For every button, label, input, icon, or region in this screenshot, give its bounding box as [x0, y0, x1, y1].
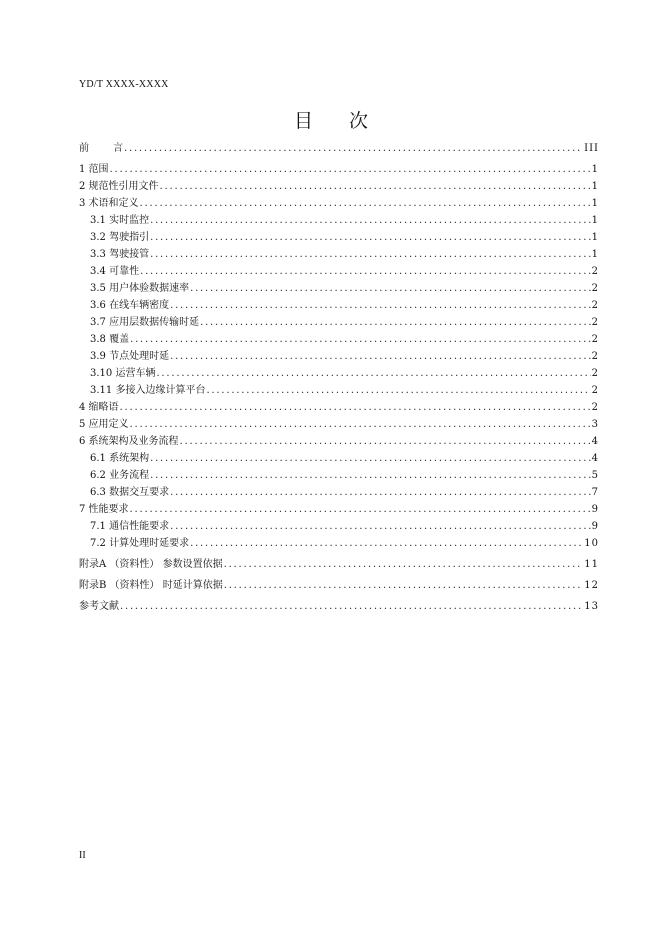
leader-dots — [150, 467, 591, 484]
toc-entry-3-10[interactable] — [79, 365, 599, 382]
document-code: YD/T XXXX-XXXX — [79, 79, 169, 90]
toc-entry-scope[interactable] — [79, 161, 599, 178]
toc-entry-label: 3.9 节点处理时延 — [90, 351, 170, 362]
leader-dots — [170, 518, 591, 535]
toc-entry-page: 2 — [591, 402, 599, 413]
toc-entry-label: 附录A （资料性） 参数设置依据 — [79, 559, 223, 570]
leader-dots — [120, 598, 583, 615]
leader-dots — [170, 297, 591, 314]
toc-entry-performance[interactable] — [79, 501, 599, 518]
toc-entry-3-3[interactable] — [79, 246, 599, 263]
toc-entry-label: 5 应用定义 — [79, 419, 129, 430]
toc-entry-3-5[interactable] — [79, 280, 599, 297]
leader-dots — [124, 140, 583, 157]
toc-entry-label: 6.1 系统架构 — [90, 453, 150, 464]
toc-entry-label: 4 缩略语 — [79, 402, 119, 413]
toc-entry-page: 2 — [591, 368, 599, 379]
toc-entry-3-9[interactable] — [79, 348, 599, 365]
toc-entry-system-architecture[interactable] — [79, 433, 599, 450]
leader-dots — [140, 263, 591, 280]
leader-dots — [110, 161, 591, 178]
leader-dots — [130, 501, 591, 518]
leader-dots — [150, 450, 591, 467]
leader-dots — [150, 229, 591, 246]
table-of-contents — [79, 140, 599, 615]
toc-entry-3-1[interactable] — [79, 212, 599, 229]
toc-entry-label: 7.2 计算处理时延要求 — [90, 538, 190, 549]
toc-entry-label: 3.11 多接入边缘计算平台 — [90, 385, 206, 396]
leader-dots — [190, 535, 583, 552]
toc-entry-terms[interactable] — [79, 195, 599, 212]
toc-entry-label: 3.8 覆盖 — [90, 334, 130, 345]
toc-entry-appendix-b[interactable] — [79, 577, 599, 594]
leader-dots — [130, 416, 591, 433]
leader-dots — [150, 212, 591, 229]
toc-entry-page: 1 — [591, 249, 599, 260]
toc-entry-label: 1 范围 — [79, 164, 109, 175]
toc-entry-appendix-a[interactable] — [79, 556, 599, 573]
toc-entry-page: 12 — [584, 580, 599, 591]
toc-entry-page: 1 — [591, 181, 599, 192]
toc-entry-3-7[interactable] — [79, 314, 599, 331]
toc-entry-page: 1 — [591, 198, 599, 209]
toc-entry-label: 6.3 数据交互要求 — [90, 487, 170, 498]
leader-dots — [120, 399, 591, 416]
toc-entry-6-1[interactable] — [79, 450, 599, 467]
toc-entry-page: 1 — [591, 215, 599, 226]
toc-entry-label: 6 系统架构及业务流程 — [79, 436, 179, 447]
leader-dots — [224, 577, 584, 594]
toc-entry-page: 4 — [591, 453, 599, 464]
toc-entry-label: 3.2 驾驶指引 — [90, 232, 150, 243]
toc-entry-7-1[interactable] — [79, 518, 599, 535]
leader-dots — [200, 314, 591, 331]
toc-title — [0, 106, 662, 133]
toc-title-right: 次 — [349, 110, 369, 132]
leader-dots — [190, 280, 591, 297]
toc-entry-page: 2 — [591, 351, 599, 362]
leader-dots — [150, 246, 591, 263]
toc-entry-7-2[interactable] — [79, 535, 599, 552]
toc-entry-label: 3.7 应用层数据传输时延 — [90, 317, 200, 328]
toc-entry-page: 2 — [591, 317, 599, 328]
toc-entry-abbreviations[interactable] — [79, 399, 599, 416]
toc-entry-foreword[interactable] — [79, 140, 599, 157]
toc-entry-page: III — [584, 143, 599, 154]
toc-entry-application-definition[interactable] — [79, 416, 599, 433]
toc-entry-label: 2 规范性引用文件 — [79, 181, 159, 192]
toc-entry-normative-references[interactable] — [79, 178, 599, 195]
toc-entry-label: 3.10 运营车辆 — [90, 368, 156, 379]
page-number: II — [79, 850, 86, 861]
toc-entry-label: 6.2 业务流程 — [90, 470, 150, 481]
toc-entry-page: 2 — [591, 385, 599, 396]
toc-entry-6-2[interactable] — [79, 467, 599, 484]
toc-entry-page: 5 — [591, 470, 599, 481]
toc-entry-3-6[interactable] — [79, 297, 599, 314]
toc-entry-label: 参考文献 — [79, 601, 119, 612]
leader-dots — [170, 484, 591, 501]
toc-title-left: 目 — [293, 110, 313, 132]
toc-entry-3-11[interactable] — [79, 382, 599, 399]
toc-entry-page: 7 — [591, 487, 599, 498]
toc-entry-label: 3.3 驾驶接管 — [90, 249, 150, 260]
toc-entry-label: 3.4 可靠性 — [90, 266, 140, 277]
leader-dots — [170, 348, 591, 365]
toc-entry-label: 3.6 在线车辆密度 — [90, 300, 170, 311]
toc-entry-page: 2 — [591, 334, 599, 345]
toc-entry-3-2[interactable] — [79, 229, 599, 246]
toc-entry-3-4[interactable] — [79, 263, 599, 280]
toc-entry-label: 3.1 实时监控 — [90, 215, 150, 226]
toc-entry-label: 附录B （资料性） 时延计算依据 — [79, 580, 223, 591]
toc-entry-page: 2 — [591, 283, 599, 294]
leader-dots — [160, 178, 591, 195]
toc-entry-page: 1 — [591, 164, 599, 175]
toc-entry-6-3[interactable] — [79, 484, 599, 501]
toc-entry-page: 3 — [591, 419, 599, 430]
toc-entry-label: 7 性能要求 — [79, 504, 129, 515]
toc-entry-page: 2 — [591, 266, 599, 277]
toc-entry-page: 4 — [591, 436, 599, 447]
toc-entry-page: 10 — [584, 538, 599, 549]
leader-dots — [224, 556, 584, 573]
toc-entry-references[interactable] — [79, 598, 599, 615]
toc-entry-page: 1 — [591, 232, 599, 243]
leader-dots — [156, 365, 590, 382]
toc-entry-page: 13 — [584, 601, 599, 612]
leader-dots — [140, 195, 591, 212]
leader-dots — [180, 433, 591, 450]
toc-entry-page: 2 — [591, 300, 599, 311]
toc-entry-label: 7.1 通信性能要求 — [90, 521, 170, 532]
toc-entry-page: 11 — [584, 559, 599, 570]
toc-entry-page: 9 — [591, 504, 599, 515]
toc-entry-3-8[interactable] — [79, 331, 599, 348]
leader-dots — [206, 382, 590, 399]
toc-entry-page: 9 — [591, 521, 599, 532]
leader-dots — [130, 331, 591, 348]
toc-entry-label: 前 言 — [79, 143, 123, 154]
toc-entry-label: 3 术语和定义 — [79, 198, 139, 209]
toc-entry-label: 3.5 用户体验数据速率 — [90, 283, 190, 294]
